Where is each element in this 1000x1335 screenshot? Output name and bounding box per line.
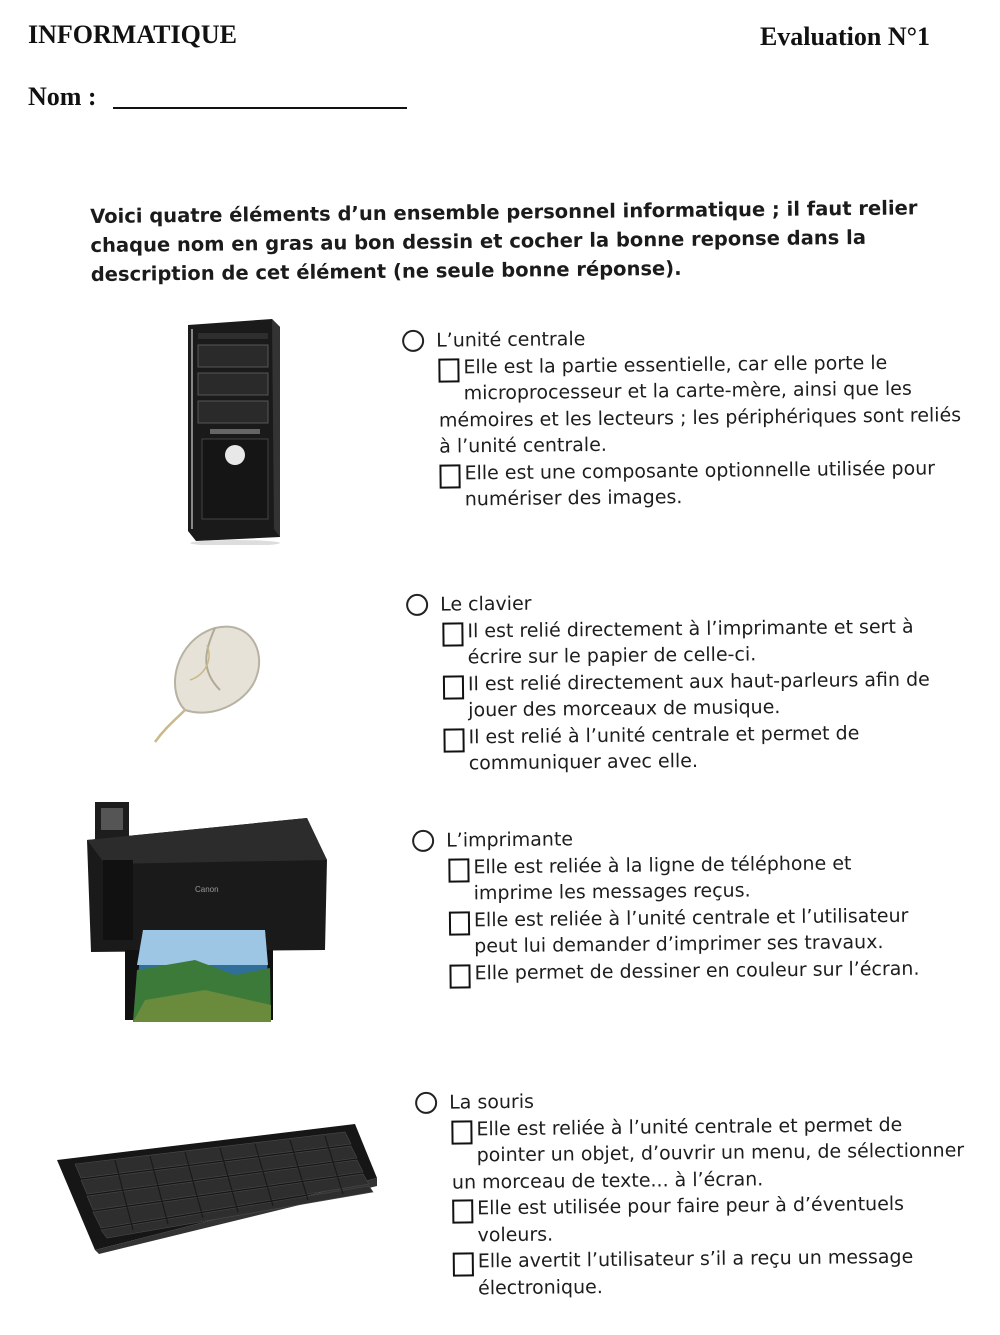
item-souris (415, 1084, 972, 1302)
option-text: Elle est une composante optionnelle utilisée pour numériser des images. (464, 456, 936, 511)
checkbox-clavier-3[interactable] (443, 728, 464, 752)
item-clavier (406, 586, 958, 777)
option-imprimante-1 (412, 849, 933, 907)
option-text: Il est relié directement à l’imprimante et sert à écrire sur le papier de celle-ci. (467, 615, 914, 669)
option-souris-2 (416, 1190, 972, 1249)
checkbox-imprimante-2[interactable] (449, 911, 470, 935)
option-text: Elle est la partie essentielle, car elle porte le microprocesseur et la carte-mère, ainsi que les mémoires et les lecteurs ; les périphériques sont reliés à l’unité centrale. (438, 351, 962, 458)
option-imprimante-2 (413, 902, 934, 960)
checkbox-souris-1[interactable] (451, 1120, 472, 1144)
checkbox-souris-2[interactable] (452, 1199, 473, 1223)
mouse-image (145, 620, 270, 745)
page-title: INFORMATIQUE (28, 20, 237, 49)
checkbox-imprimante-3[interactable] (449, 964, 470, 988)
instructions: Voici quatre éléments d’un ensemble personnel informatique ; il faut relier chaque nom en gras au bon dessin et cocher la bonne reponse dans la description de cet élément (ne seule bonne réponse). (90, 196, 918, 286)
checkbox-imprimante-1[interactable] (448, 858, 469, 882)
option-text: Il est relié directement aux haut-parleurs afin de jouer des morceaux de musique. (467, 668, 930, 722)
item-name: Le clavier (440, 592, 532, 616)
checkbox-unite-centrale-1[interactable] (438, 358, 459, 382)
option-clavier-3 (407, 719, 958, 778)
checkbox-clavier-2[interactable] (443, 675, 464, 699)
option-text: Elle est reliée à la ligne de téléphone et imprime les messages reçus. (473, 851, 852, 905)
radio-unite-centrale[interactable] (402, 330, 424, 352)
option-clavier-2 (407, 666, 958, 725)
checkbox-souris-3[interactable] (453, 1252, 474, 1276)
checkbox-unite-centrale-2[interactable] (439, 464, 460, 488)
computer-tower-image (180, 315, 290, 545)
radio-souris[interactable] (415, 1092, 437, 1114)
radio-clavier[interactable] (406, 594, 428, 616)
item-name: L’imprimante (446, 828, 574, 852)
item-name: La souris (449, 1090, 535, 1114)
option-souris-3 (417, 1243, 973, 1302)
checkbox-clavier-1[interactable] (442, 622, 463, 646)
option-souris-1 (415, 1111, 971, 1196)
name-label: Nom : (28, 82, 97, 111)
name-field-line[interactable] (113, 107, 407, 109)
keyboard-image (55, 1120, 380, 1255)
option-text: Elle est reliée à l’unité centrale et l’utilisateur peut lui demander d’imprimer ses travaux. (473, 904, 909, 958)
printer-image (85, 800, 330, 1030)
option-text: Elle permet de dessiner en couleur sur l’écran. (474, 957, 920, 984)
item-name: L’unité centrale (436, 328, 586, 352)
option-text: Elle avertit l’utilisateur s’il a reçu un message électronique. (477, 1245, 914, 1299)
option-unite-centrale-2 (403, 455, 964, 514)
option-text: Elle est reliée à l’unité centrale et permet de pointer un objet, d’ouvrir un menu, de sélectionner un morceau de texte... à l’écran. (451, 1113, 965, 1194)
option-text: Elle est utilisée pour faire peur à d’éventuels voleurs. (477, 1192, 905, 1246)
option-text: Il est relié à l’unité centrale et permet de communiquer avec elle. (468, 721, 860, 775)
option-clavier-1 (406, 613, 957, 672)
svg-text:Canon: Canon (195, 885, 219, 894)
option-unite-centrale-1 (402, 349, 963, 461)
option-imprimante-3 (413, 955, 933, 987)
item-unite-centrale (402, 322, 964, 513)
radio-imprimante[interactable] (412, 830, 434, 852)
evaluation-number: Evaluation N°1 (759, 22, 930, 51)
item-imprimante (412, 823, 934, 989)
